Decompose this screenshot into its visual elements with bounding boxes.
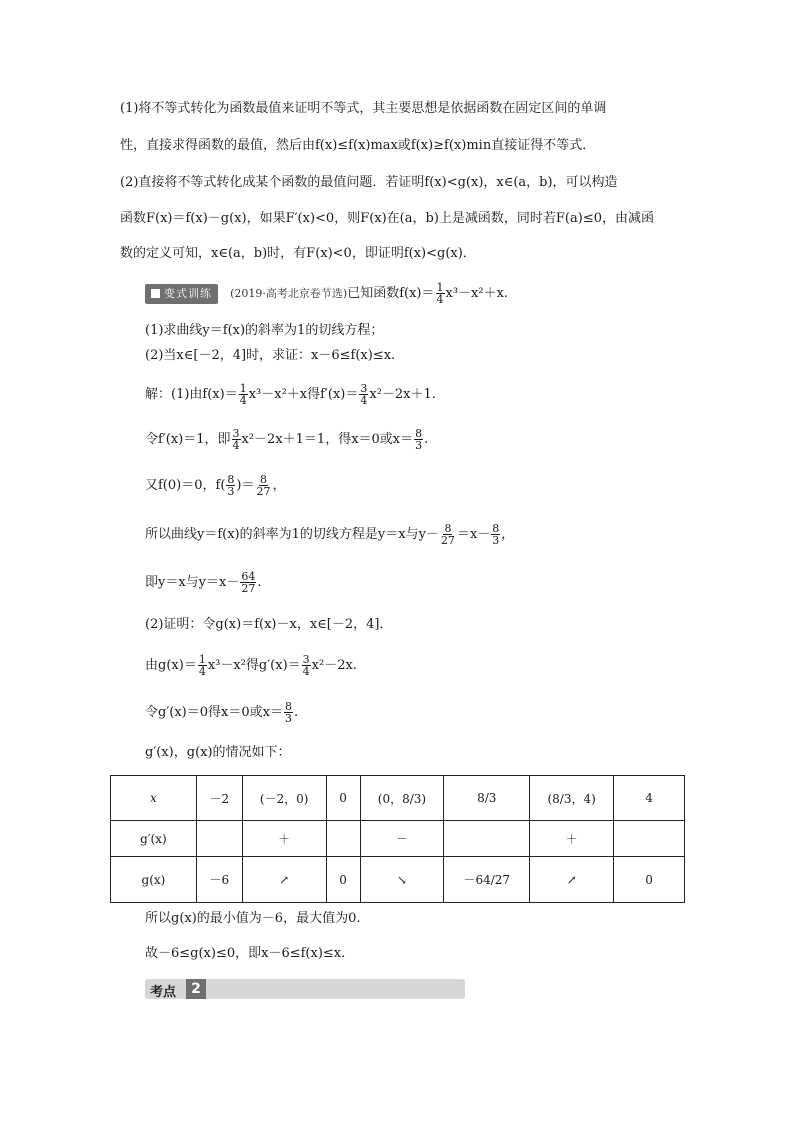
fraction: $\frac{1}{4}$ <box>436 281 444 306</box>
exercise-badge: 变式训练 <box>145 284 218 304</box>
solution-line-1: 解：(1)由f(x)＝ $\frac{1}{4}$ x³－x²＋x得f′(x)＝ $\frac{3}{4}$ x²－2x＋1. <box>145 382 436 407</box>
section-number: 2 <box>186 979 206 999</box>
conclusion-2: 故－6≤g(x)≤0，即x－6≤f(x)≤x. <box>145 946 346 961</box>
conclusion-1: 所以g(x)的最小值为－6，最大值为0. <box>145 911 361 926</box>
method-p2-line2: 函数F(x)＝f(x)－g(x)，如果F′(x)<0，则F(x)在(a，b)上是减函数，同时若F(a)≤0，由减函 <box>120 211 654 226</box>
variation-table <box>110 775 685 903</box>
section-label: 考点 <box>150 985 177 1000</box>
increasing-arrow-icon: ↗ <box>530 857 614 903</box>
table-row: g(x) －6 ↗ 0 ↘ －64/27 ↗ 0 <box>111 857 685 903</box>
exercise-source: (2019·高考北京卷节选) <box>230 287 348 300</box>
decreasing-arrow-icon: ↘ <box>360 857 444 903</box>
method-p1-line1: (1)将不等式转化为函数最值来证明不等式，其主要思想是依据函数在固定区间的单调 <box>120 101 607 116</box>
method-p1-line2: 性，直接求得函数的最值，然后由f(x)≤f(x)max或f(x)≥f(x)min直接证得不等式． <box>120 138 596 153</box>
solution-line-2: 令f′(x)＝1，即 $\frac{3}{4}$ x²－2x＋1＝1，得x＝0或x＝ $\frac{8}{3}$ . <box>145 427 429 452</box>
method-p2-line1: (2)直接将不等式转化成某个函数的最值问题．若证明f(x)<g(x)，x∈(a，b)，可以构造 <box>120 175 618 190</box>
question-1: (1)求曲线y＝f(x)的斜率为1的切线方程； <box>145 323 384 338</box>
check-icon <box>151 289 160 298</box>
question-2: (2)当x∈[－2，4]时，求证：x－6≤f(x)≤x. <box>145 348 396 363</box>
solution-line-3: 又f(0)＝0，f( $\frac{8}{3}$ )＝ $\frac{8}{27}$ ， <box>145 473 286 498</box>
solution-line-4: 所以曲线y＝f(x)的斜率为1的切线方程是y＝x与y－ $\frac{8}{27}$ ＝x－ $\frac{8}{3}$ ， <box>145 522 515 547</box>
solution-line-5: 即y＝x与y＝x－ $\frac{64}{27}$ . <box>145 570 262 595</box>
solution-line-6: (2)证明：令g(x)＝f(x)－x，x∈[－2，4]． <box>145 617 393 632</box>
solution-line-7: 由g(x)＝ $\frac{1}{4}$ x³－x²得g′(x)＝ $\frac{3}{4}$ x²－2x. <box>145 653 357 678</box>
solution-line-9: g′(x)，g(x)的情况如下： <box>145 745 291 760</box>
section-bar <box>145 979 465 999</box>
table-row: x －2 (－2，0) 0 (0，8/3) 8/3 (8/3，4) 4 <box>111 776 685 821</box>
method-p2-line3: 数的定义可知，x∈(a，b)时，有F(x)<0，即证明f(x)<g(x)． <box>120 246 476 261</box>
exercise-header: 变式训练 (2019·高考北京卷节选)已知函数f(x)＝ $\frac{1}{4}$ x³－x²＋x. <box>145 282 508 305</box>
increasing-arrow-icon: ↗ <box>242 857 326 903</box>
table-row: g′(x) ＋ － ＋ <box>111 821 685 857</box>
solution-line-8: 令g′(x)＝0得x＝0或x＝ $\frac{8}{3}$ . <box>145 700 299 725</box>
